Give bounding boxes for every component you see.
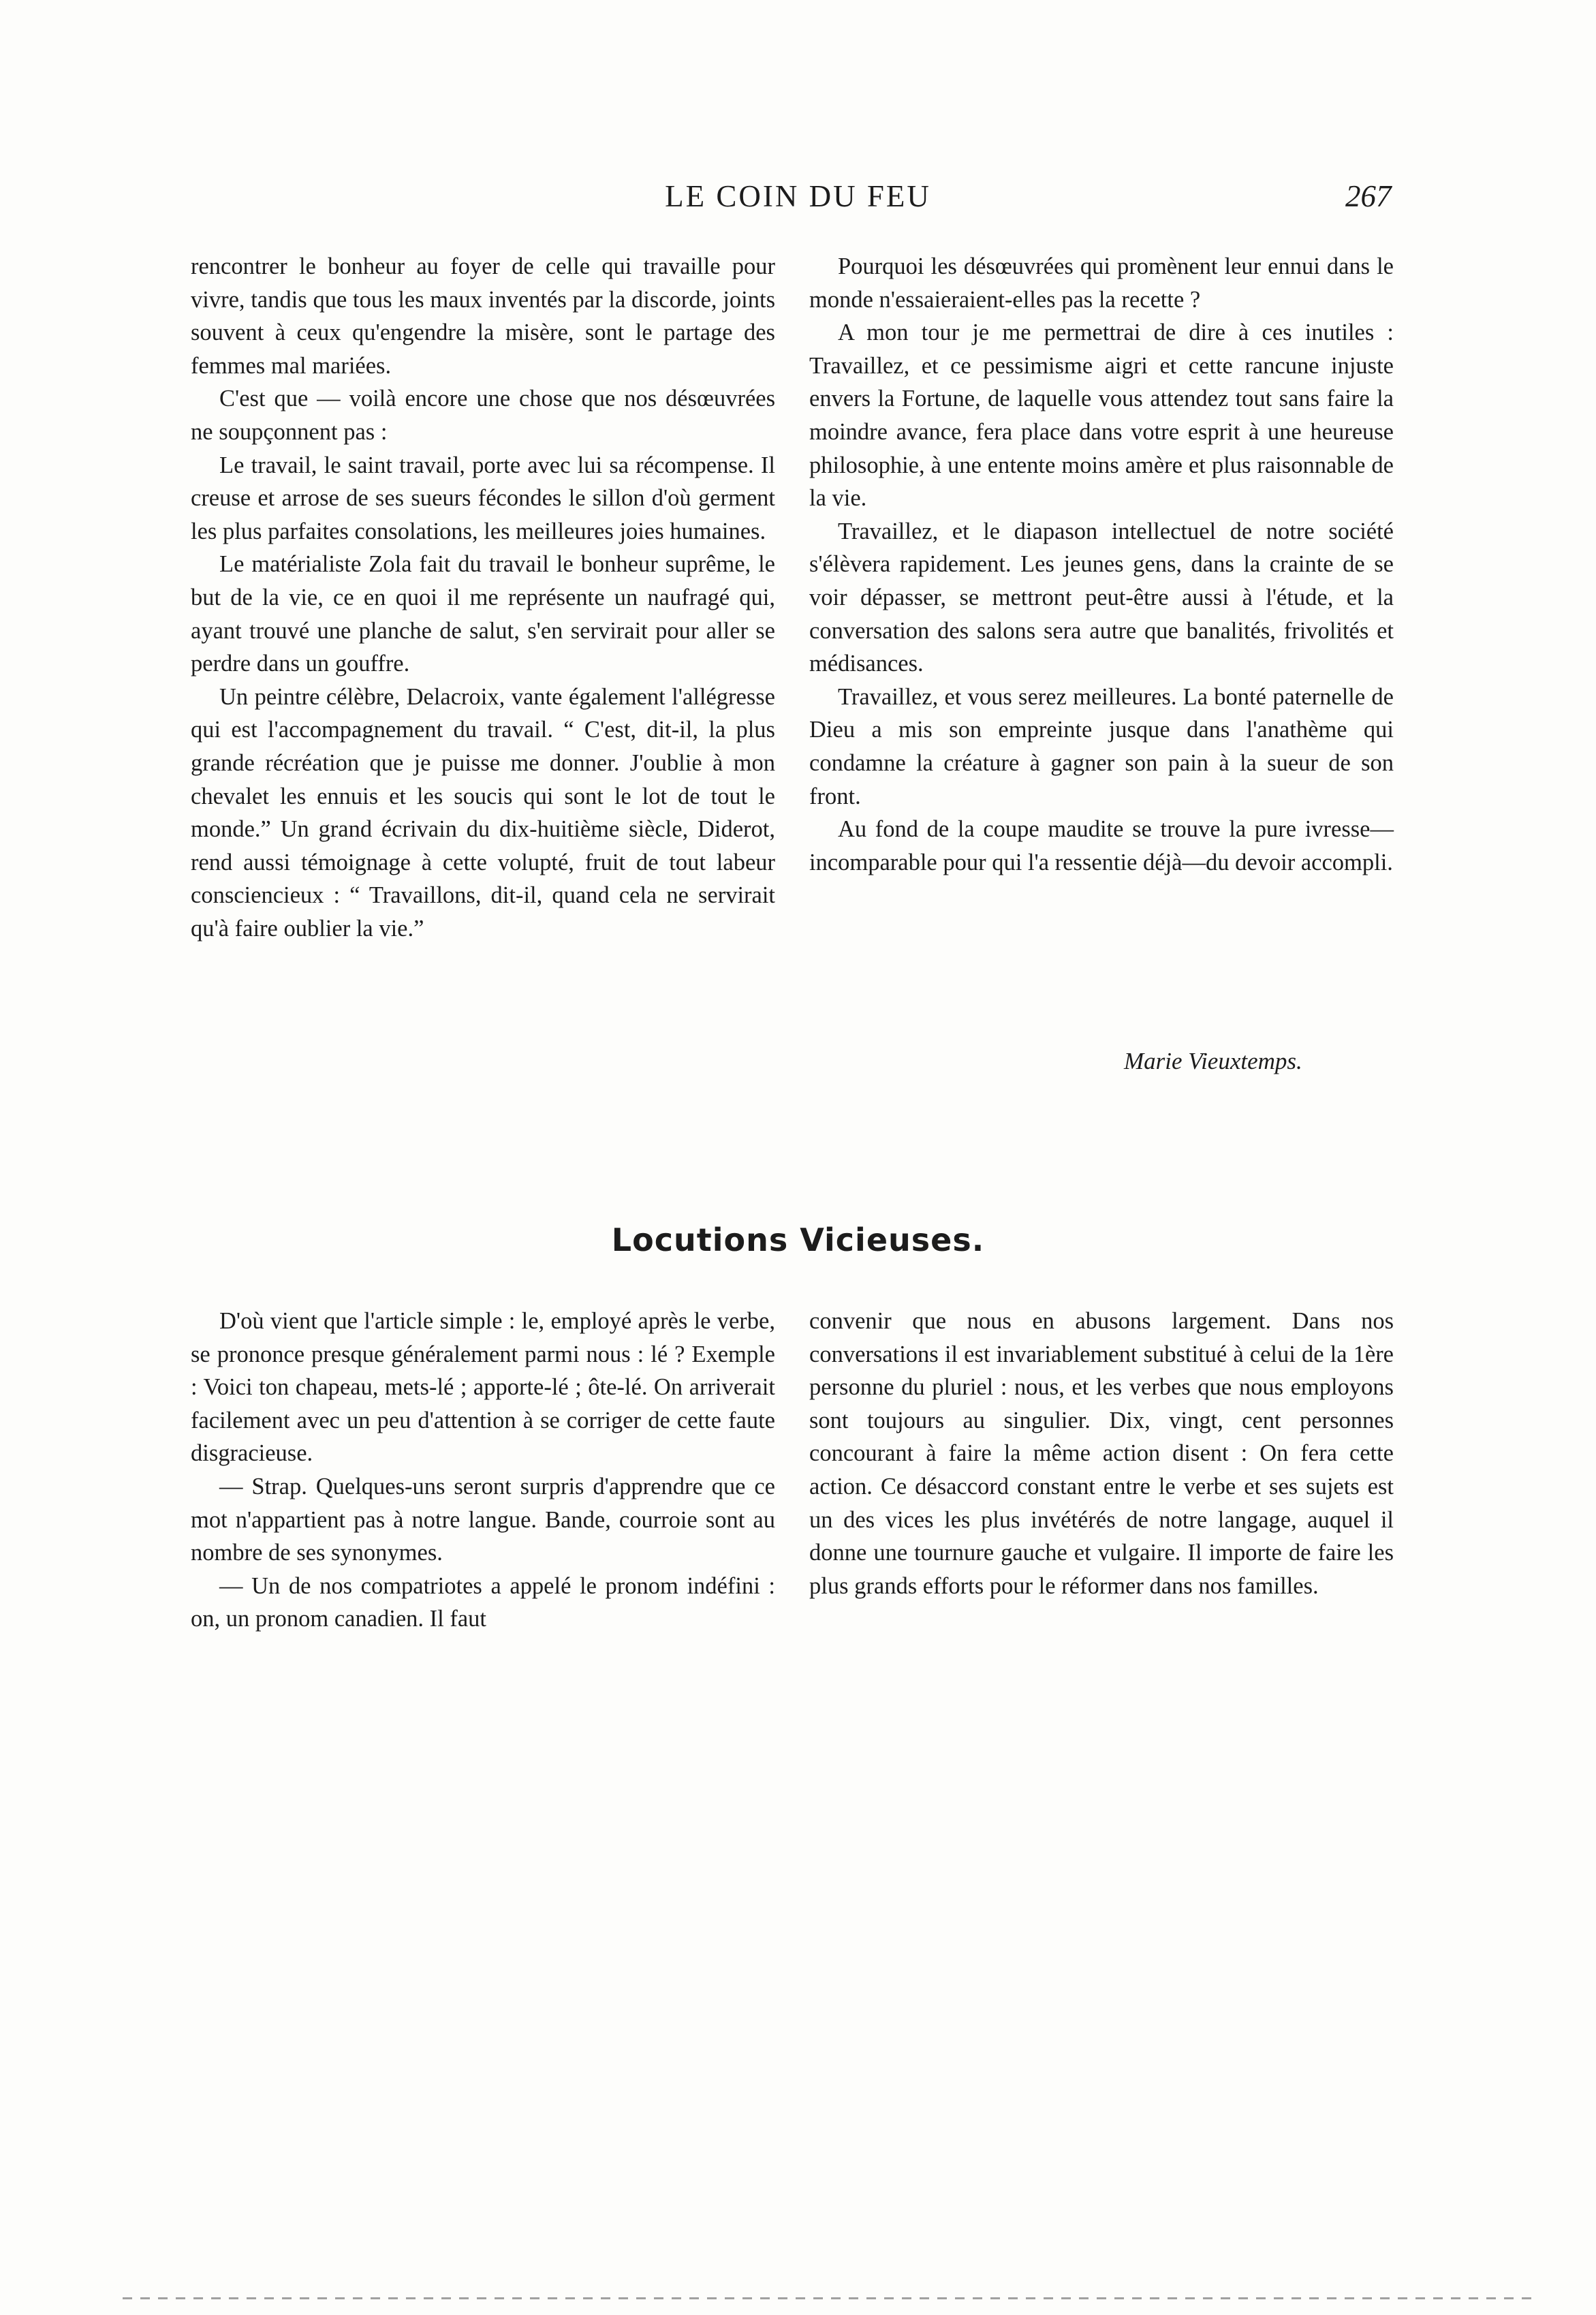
article2-right-column: [809, 1305, 1394, 1602]
article2-left-column: [191, 1305, 775, 1636]
paragraph: Travaillez, et vous serez meilleures. La bonté paternelle de Dieu a mis son empreinte jusque dans l'anathème qui condamne la créature à gagner son pain à la sueur de son front.: [809, 683, 1394, 809]
article1-left-column: [191, 250, 775, 945]
paragraph: A mon tour je me permettrai de dire à ces inutiles : Travaillez, et ce pessimisme aigri et cette rancune injuste envers la Fortune, de laquelle vous attendez tout sans faire la moindre avance, fera place dans votre esprit à une heureuse philosophie, à une entente moins amère et plus raisonnable de la vie.: [809, 320, 1394, 512]
page-number: 267: [1345, 179, 1392, 213]
paragraph: — Un de nos compatriotes a appelé le pronom indéfini : on, un pronom canadien. Il faut: [191, 1572, 775, 1632]
author-signature: Marie Vieuxtemps.: [1124, 1048, 1302, 1074]
paragraph: Travaillez, et le diapason intellectuel de notre société s'élèvera rapidement. Les jeunes gens, dans la crainte de se voir dépasser, se mettront peut-être aussi à l'étude, et la conversation des salons sera autre que banalités, frivolités et médisances.: [809, 518, 1394, 677]
scan-edge-divider: [123, 2297, 1539, 2299]
paragraph: convenir que nous en abusons largement. Dans nos conversations il est invariablement substitué à celui de la 1ère personne du pluriel : nous, et les verbes que nous employons sont toujours au singulier. Dix, vingt, cent personnes concourant à faire la même action disent : On fera cette action. Ce désaccord constant entre le verbe et ses sujets est un des vices les plus invétérés de notre langage, auquel il donne une tournure gauche et vulgaire. Il importe de faire les plus grands efforts pour le réformer dans nos familles.: [809, 1308, 1394, 1599]
paragraph: Un peintre célèbre, Delacroix, vante également l'allégresse qui est l'accompagnement du travail. “ C'est, dit-il, la plus grande récréation que je puisse me donner. J'oublie à mon chevalet les ennuis et les soucis qui sont le lot de tout le monde.” Un grand écrivain du dix-huitième siècle, Diderot, rend aussi témoignage à cette volupté, fruit de tout labeur consciencieux : “ Travaillons, dit-il, quand cela ne servirait qu'à faire oublier la vie.”: [191, 683, 775, 942]
section-title: Locutions Vicieuses.: [611, 1222, 985, 1258]
paragraph: C'est que — voilà encore une chose que nos désœuvrées ne soupçonnent pas :: [191, 386, 775, 445]
paragraph: Le travail, le saint travail, porte avec lui sa récompense. Il creuse et arrose de ses sueurs fécondes le sillon d'où germent les plus parfaites consolations, les meilleures joies humaines.: [191, 452, 775, 544]
paragraph: Pourquoi les désœuvrées qui promènent leur ennui dans le monde n'essaieraient-elles pas la recette ?: [809, 253, 1394, 313]
article1-right-column: [809, 250, 1394, 879]
paragraph: rencontrer le bonheur au foyer de celle qui travaille pour vivre, tandis que tous les maux inventés par la discorde, joints souvent à ceux qu'engendre la misère, sont le partage des femmes mal mariées.: [191, 253, 775, 379]
running-header: LE COIN DU FEU: [665, 179, 931, 213]
paragraph: Le matérialiste Zola fait du travail le bonheur suprême, le but de la vie, ce en quoi il me représente un naufragé qui, ayant trouvé une planche de salut, s'en servirait pour aller se perdre dans un gouffre.: [191, 551, 775, 677]
paragraph: — Strap. Quelques-uns seront surpris d'apprendre que ce mot n'appartient pas à notre langue. Bande, courroie sont au nombre de ses synonymes.: [191, 1473, 775, 1566]
paragraph: Au fond de la coupe maudite se trouve la pure ivresse—incomparable pour qui l'a ressentie déjà—du devoir accompli.: [809, 816, 1394, 875]
paragraph: D'où vient que l'article simple : le, employé après le verbe, se prononce presque généralement parmi nous : lé ? Exemple : Voici ton chapeau, mets-lé ; apporte-lé ; ôte-lé. On arriverait facilement avec un peu d'attention à se corriger de cette faute disgracieuse.: [191, 1308, 775, 1467]
